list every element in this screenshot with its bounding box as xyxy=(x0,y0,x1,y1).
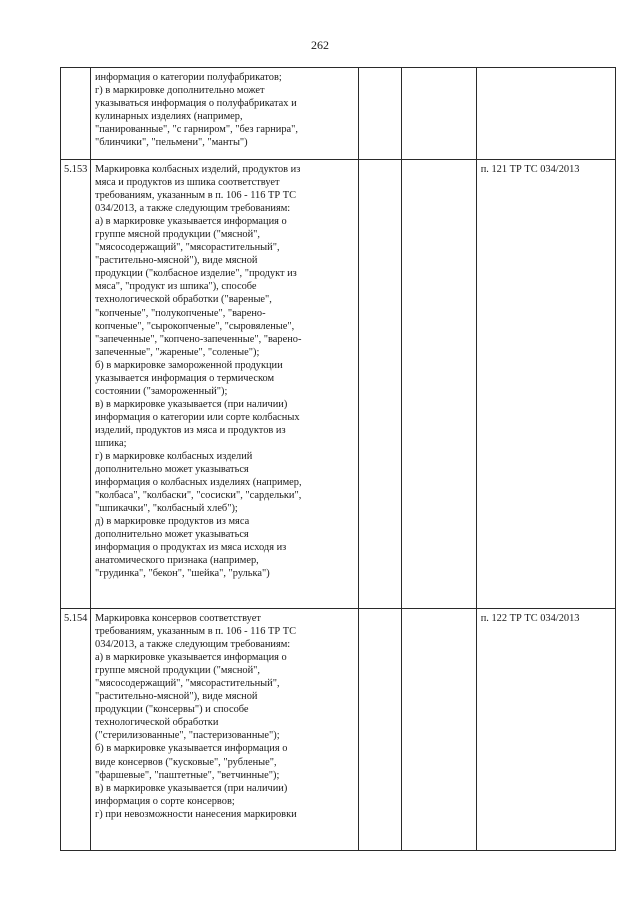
text-line: кулинарных изделиях (например, xyxy=(95,111,243,123)
page-number: 262 xyxy=(311,38,329,52)
text-line: в) в маркировке указывается (при наличии) xyxy=(95,398,288,410)
text-line: "шпикачки", "колбасный хлеб"); xyxy=(95,503,238,515)
empty-cell xyxy=(401,609,476,851)
text-line: "колбаса", "колбаски", "сосиски", "сардельки", xyxy=(95,490,302,502)
text-line: г) в маркировке колбасных изделий xyxy=(95,451,253,463)
item-number-cell: 5.154 xyxy=(61,609,91,851)
text-line: "копченые", "полукопченые", "варено- xyxy=(95,307,266,319)
text-line: б) в маркировке замороженной продукции xyxy=(95,359,283,371)
text-line: б) в маркировке указывается информация о xyxy=(95,743,288,755)
text-line: дополнительно может указываться xyxy=(95,464,249,476)
text-line: "блинчики", "пельмени", "манты") xyxy=(95,137,248,149)
text-line: требованиям, указанным в п. 106 - 116 ТР ТС xyxy=(95,190,296,202)
text-line: а) в маркировке указывается информация о xyxy=(95,216,287,228)
text-line: "грудинка", "бекон", "шейка", "рулька") xyxy=(95,568,270,580)
text-line: группе мясной продукции ("мясной", xyxy=(95,229,261,241)
requirement-text-cell xyxy=(91,609,359,851)
text-line: а) в маркировке указывается информация о xyxy=(95,652,287,664)
reference-cell xyxy=(476,68,615,160)
text-line: шпика; xyxy=(95,437,127,449)
text-line: в) в маркировке указывается (при наличии) xyxy=(95,782,288,794)
text-line: информация о категории полуфабрикатов; xyxy=(95,72,282,83)
text-line: информация о категории или сорте колбасных xyxy=(95,411,300,423)
empty-cell xyxy=(401,160,476,609)
text-line: Маркировка консервов соответствует xyxy=(95,613,261,624)
text-line: указывается информация о термическом xyxy=(95,372,275,384)
text-line: информация о продуктах из мяса исходя из xyxy=(95,542,287,554)
text-line: "мясосодержащий", "мясорастительный", xyxy=(95,242,280,254)
text-line: 034/2013, а также следующим требованиям: xyxy=(95,203,291,215)
text-line: мяса и продуктов из шпика соответствует xyxy=(95,177,280,189)
empty-cell xyxy=(358,609,401,851)
requirement-text-cell xyxy=(91,68,359,160)
item-number-cell xyxy=(61,68,91,160)
text-line: технологической обработки xyxy=(95,717,219,729)
text-line: указываться информация о полуфабрикатах и xyxy=(95,98,297,110)
text-line: запеченные", "жареные", "соленые"); xyxy=(95,346,260,358)
text-line: информация о колбасных изделиях (например, xyxy=(95,477,302,489)
text-line: дополнительно может указываться xyxy=(95,529,249,541)
text-line: анатомического признака (например, xyxy=(95,555,259,567)
text-line: "запеченные", "копчено-запеченные", "варено- xyxy=(95,333,302,345)
text-line: г) в маркировке дополнительно может xyxy=(95,85,265,97)
text-line: мяса", "продукт из шпика"), способе xyxy=(95,281,257,293)
table-row xyxy=(61,609,616,851)
text-line: "мясосодержащий", "мясорастительный", xyxy=(95,678,280,690)
reference-cell: п. 121 ТР ТС 034/2013 xyxy=(476,160,615,609)
text-line: "панированные", "с гарниром", "без гарнира", xyxy=(95,124,298,136)
item-number-cell: 5.153 xyxy=(61,160,91,609)
text-line: продукции ("консервы") и способе xyxy=(95,704,249,716)
text-line: состоянии ("замороженный"); xyxy=(95,385,228,397)
empty-cell xyxy=(358,160,401,609)
requirement-text-cell xyxy=(91,160,359,609)
text-line: 034/2013, а также следующим требованиям: xyxy=(95,639,291,651)
text-line: группе мясной продукции ("мясной", xyxy=(95,665,261,677)
text-line: изделий, продуктов из мяса и продуктов из xyxy=(95,424,286,436)
text-line: "растительно-мясной"), виде мясной xyxy=(95,255,258,267)
text-line: ("стерилизованные", "пастеризованные"); xyxy=(95,730,280,742)
text-line: "растительно-мясной"), виде мясной xyxy=(95,691,258,703)
text-line: г) при невозможности нанесения маркировки xyxy=(95,808,297,820)
text-line: д) в маркировке продуктов из мяса xyxy=(95,516,250,528)
text-line: технологической обработки ("вареные", xyxy=(95,294,272,306)
text-line: "фаршевые", "паштетные", "ветчинные"); xyxy=(95,769,280,781)
table-row xyxy=(61,160,616,609)
reference-cell: п. 122 ТР ТС 034/2013 xyxy=(476,609,615,851)
empty-cell xyxy=(358,68,401,160)
text-line: виде консервов ("кусковые", "рубленые", xyxy=(95,756,277,768)
text-line: требованиям, указанным в п. 106 - 116 ТР ТС xyxy=(95,626,296,638)
empty-cell xyxy=(401,68,476,160)
text-line: Маркировка колбасных изделий, продуктов из xyxy=(95,164,301,175)
text-line: копченые", "сырокопченые", "сыровяленые", xyxy=(95,320,295,332)
requirements-table xyxy=(60,67,616,851)
text-line: продукции ("колбасное изделие", "продукт из xyxy=(95,268,297,280)
table-row xyxy=(61,68,616,160)
text-line: информация о сорте консервов; xyxy=(95,795,235,807)
